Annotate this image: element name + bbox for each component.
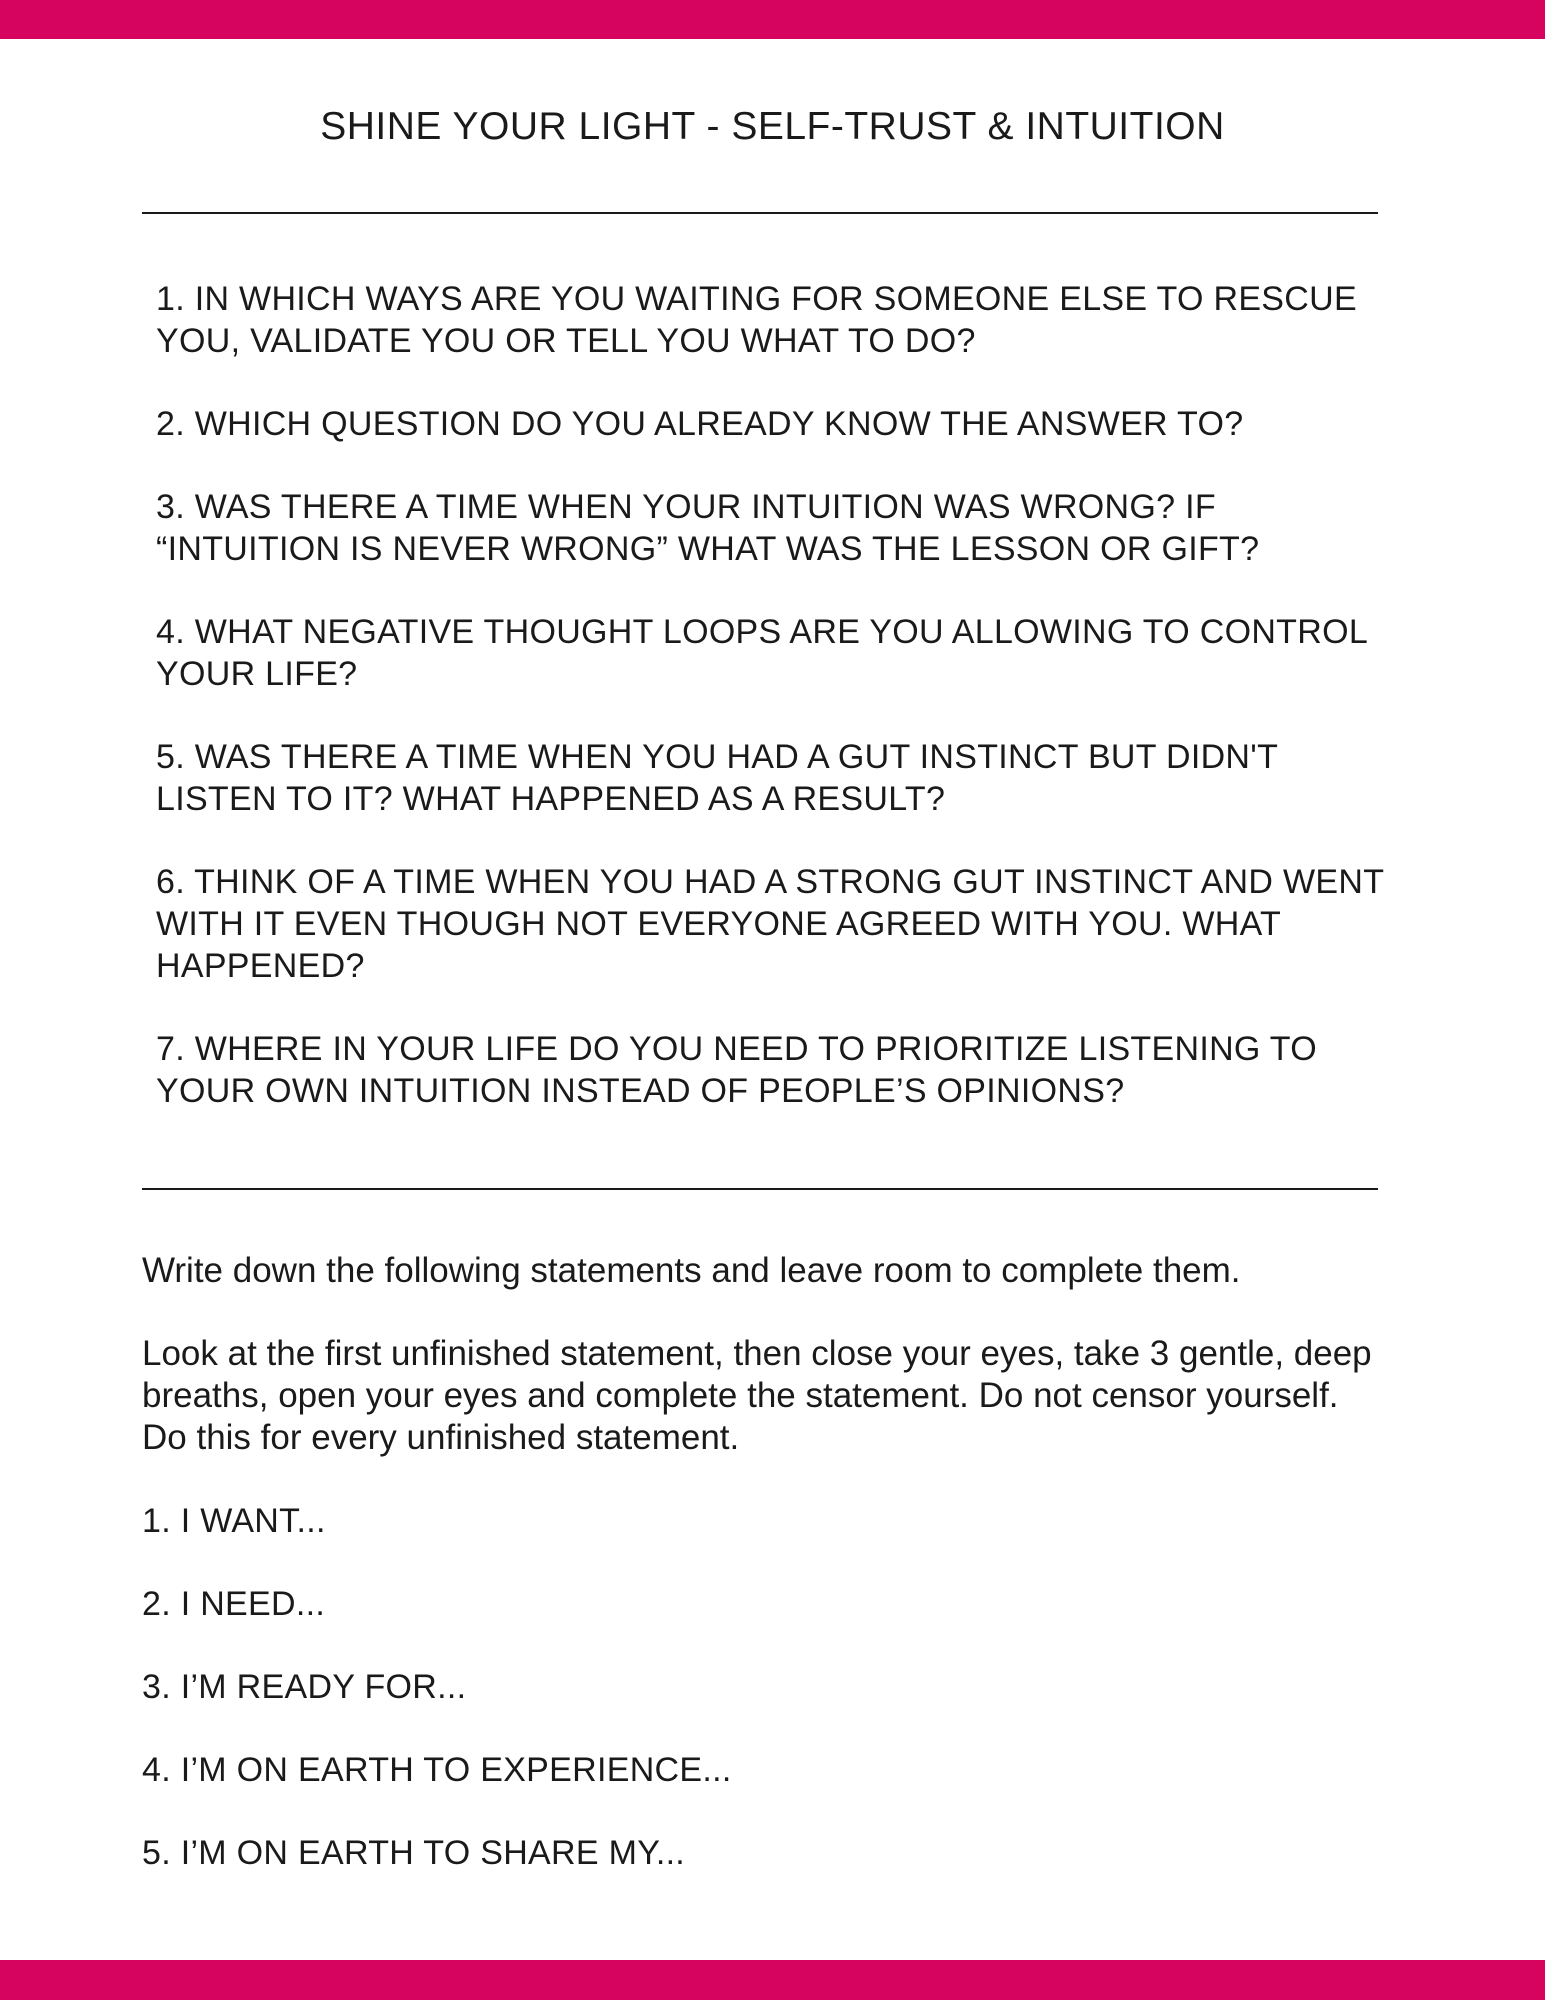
statement-item: 4. I’M ON EARTH TO EXPERIENCE... (142, 1751, 732, 1789)
top-accent-bar (0, 0, 1545, 39)
instructions-section (142, 1250, 1392, 1915)
statement-item: 3. I’M READY FOR... (142, 1668, 467, 1706)
question-item: 1. IN WHICH WAYS ARE YOU WAITING FOR SOMEONE ELSE TO RESCUE YOU, VALIDATE YOU OR TELL YOU WHAT TO DO? (156, 280, 1357, 360)
divider-top (142, 212, 1378, 214)
statement-list (142, 1500, 1392, 1874)
question-list (156, 278, 1386, 1153)
instruction-paragraph: Write down the following statements and leave room to complete them. (142, 1251, 1241, 1290)
question-item: 6. THINK OF A TIME WHEN YOU HAD A STRONG GUT INSTINCT AND WENT WITH IT EVEN THOUGH NOT EVERYONE AGREED WITH YOU. WHAT HAPPENED? (156, 863, 1384, 985)
bottom-accent-bar (0, 1960, 1545, 2000)
statement-item: 2. I NEED... (142, 1585, 326, 1623)
statement-item: 5. I’M ON EARTH TO SHARE MY... (142, 1834, 686, 1872)
instruction-paragraph: Look at the first unfinished statement, then close your eyes, take 3 gentle, deep breaths, open your eyes and complete the statement. Do not censor yourself. Do this for every unfinished statement. (142, 1334, 1372, 1457)
page-title: SHINE YOUR LIGHT - SELF-TRUST & INTUITION (320, 105, 1225, 148)
question-item: 5. WAS THERE A TIME WHEN YOU HAD A GUT INSTINCT BUT DIDN'T LISTEN TO IT? WHAT HAPPENED AS A RESULT? (156, 738, 1278, 818)
question-item: 7. WHERE IN YOUR LIFE DO YOU NEED TO PRIORITIZE LISTENING TO YOUR OWN INTUITION INSTEAD OF PEOPLE’S OPINIONS? (156, 1030, 1318, 1110)
statement-item: 1. I WANT... (142, 1502, 326, 1540)
question-item: 4. WHAT NEGATIVE THOUGHT LOOPS ARE YOU ALLOWING TO CONTROL YOUR LIFE? (156, 613, 1367, 693)
divider-middle (142, 1188, 1378, 1190)
question-item: 2. WHICH QUESTION DO YOU ALREADY KNOW THE ANSWER TO? (156, 405, 1244, 443)
question-item: 3. WAS THERE A TIME WHEN YOUR INTUITION WAS WRONG? IF “INTUITION IS NEVER WRONG” WHAT WAS THE LESSON OR GIFT? (156, 488, 1260, 568)
